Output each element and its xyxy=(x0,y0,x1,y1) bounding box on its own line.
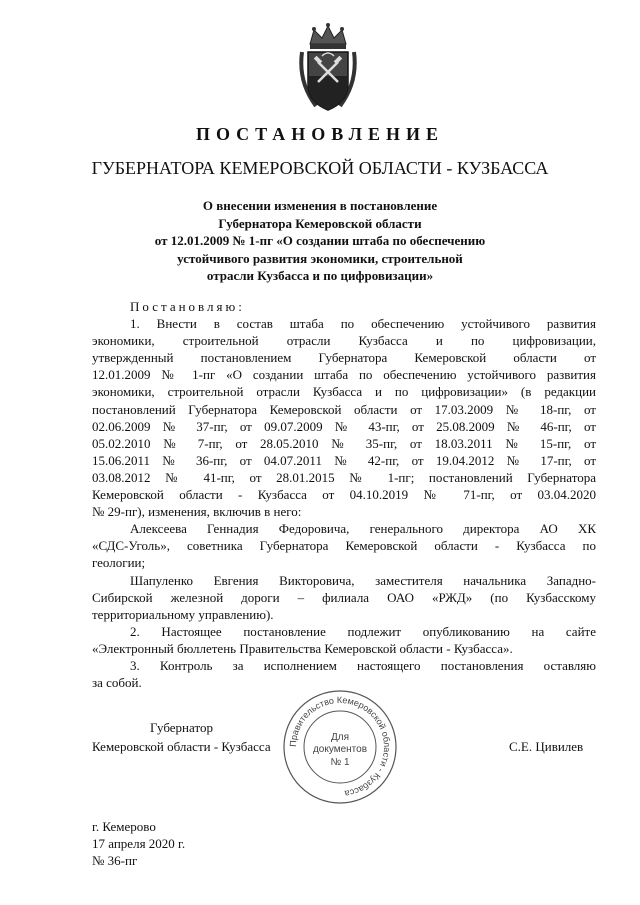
document-number: № 36-пг xyxy=(92,853,138,868)
document-body xyxy=(92,298,596,691)
place: г. Кемерово xyxy=(92,819,156,834)
document-title: ПОСТАНОВЛЕНИЕ xyxy=(195,124,445,144)
signature-name: С.Е. Цивилев xyxy=(509,739,584,754)
heading-line: Губернатора Кемеровской области xyxy=(218,215,422,231)
p1-line: 1. Внести в состав штаба по обеспечению устойчивого развития xyxy=(130,316,596,332)
p1-line: 03.08.2012 № 41-пг, от 28.01.2015 № 1-пг; постановлений Губернатора xyxy=(92,469,596,485)
shapulenko-line: Сибирской железной дороги – филиала ОАО «РЖД» (по Кузбасскому xyxy=(92,589,596,605)
p2-line: 2. Настоящее постановление подлежит опубликованию на сайте xyxy=(130,623,596,639)
alekseev-line: Алексеева Геннадия Федоровича, генерального директора АО ХК xyxy=(130,521,596,537)
p1-line: утвержденный постановлением Губернатора Кемеровской области от xyxy=(92,350,596,366)
p3-line: 3. Контроль за исполнением настоящего постановления оставляю xyxy=(130,657,596,673)
shapulenko-line: Шапуленко Евгения Викторовича, заместителя начальника Западно- xyxy=(130,572,596,588)
p1-line: 02.06.2009 № 37-пг, от 09.07.2009 № 43-пг, от 25.08.2009 № 46-пг, от xyxy=(92,418,596,434)
stamp-center-line: документов xyxy=(312,744,368,755)
heading-line: устойчивого развития экономики, строительной xyxy=(177,250,463,266)
signature-title: Губернатор xyxy=(150,720,213,735)
p1-line: экономики, строительной отрасли Кузбасса и по цифровизации, xyxy=(92,333,596,349)
alekseev-line: «СДС-Уголь», советника Губернатора Кемеровской области - Кузбасса по xyxy=(92,538,596,554)
heading-line: от 12.01.2009 № 1-пг «О создании штаба по обеспечению xyxy=(154,233,486,248)
preamble: Постановляю: xyxy=(130,299,245,314)
official-stamp xyxy=(281,688,399,806)
shapulenko-line: территориальному управлению). xyxy=(92,606,274,622)
coat-of-arms-icon xyxy=(296,22,360,114)
document-date: 17 апреля 2020 г. xyxy=(92,836,186,851)
p1-line: 12.01.2009 № 1-пг «О создании штаба по обеспечению устойчивого развития xyxy=(92,367,596,383)
p1-line: 15.06.2011 № 36-пг, от 04.07.2011 № 42-пг, от 19.04.2012 № 17-пг, от xyxy=(92,452,596,468)
signature-org: Кемеровской области - Кузбасса xyxy=(92,739,271,754)
stamp-ring-text: Правительство Кемеровской области - Кузбасса xyxy=(287,694,393,799)
p1-line: экономики, строительной отрасли Кузбасса и по цифровизации» (в редакции xyxy=(92,384,596,400)
p1-line: постановлений Губернатора Кемеровской области от 17.03.2009 № 18-пг, от xyxy=(92,401,596,417)
stamp-center-line: Для xyxy=(330,732,350,743)
heading-line: О внесении изменения в постановление xyxy=(202,198,438,213)
stamp-center-line: № 1 xyxy=(330,757,350,768)
p1-line: 05.02.2010 № 7-пг, от 28.05.2010 № 35-пг, от 18.03.2011 № 15-пг, от xyxy=(92,435,596,451)
p2-line: «Электронный бюллетень Правительства Кемеровской области - Кузбасса». xyxy=(92,640,513,656)
p1-line: № 29-пг), изменения, включив в него: xyxy=(92,504,302,520)
alekseev-line: геологии; xyxy=(92,555,146,571)
p3-line: за собой. xyxy=(92,675,142,691)
document-subtitle: ГУБЕРНАТОРА КЕМЕРОВСКОЙ ОБЛАСТИ - КУЗБАССА xyxy=(91,158,549,178)
document-heading xyxy=(120,197,520,285)
heading-line: отрасли Кузбасса и по цифровизации» xyxy=(206,268,434,283)
p1-line: Кемеровской области - Кузбасса от 04.10.2019 № 71-пг, от 03.04.2020 xyxy=(92,487,596,503)
